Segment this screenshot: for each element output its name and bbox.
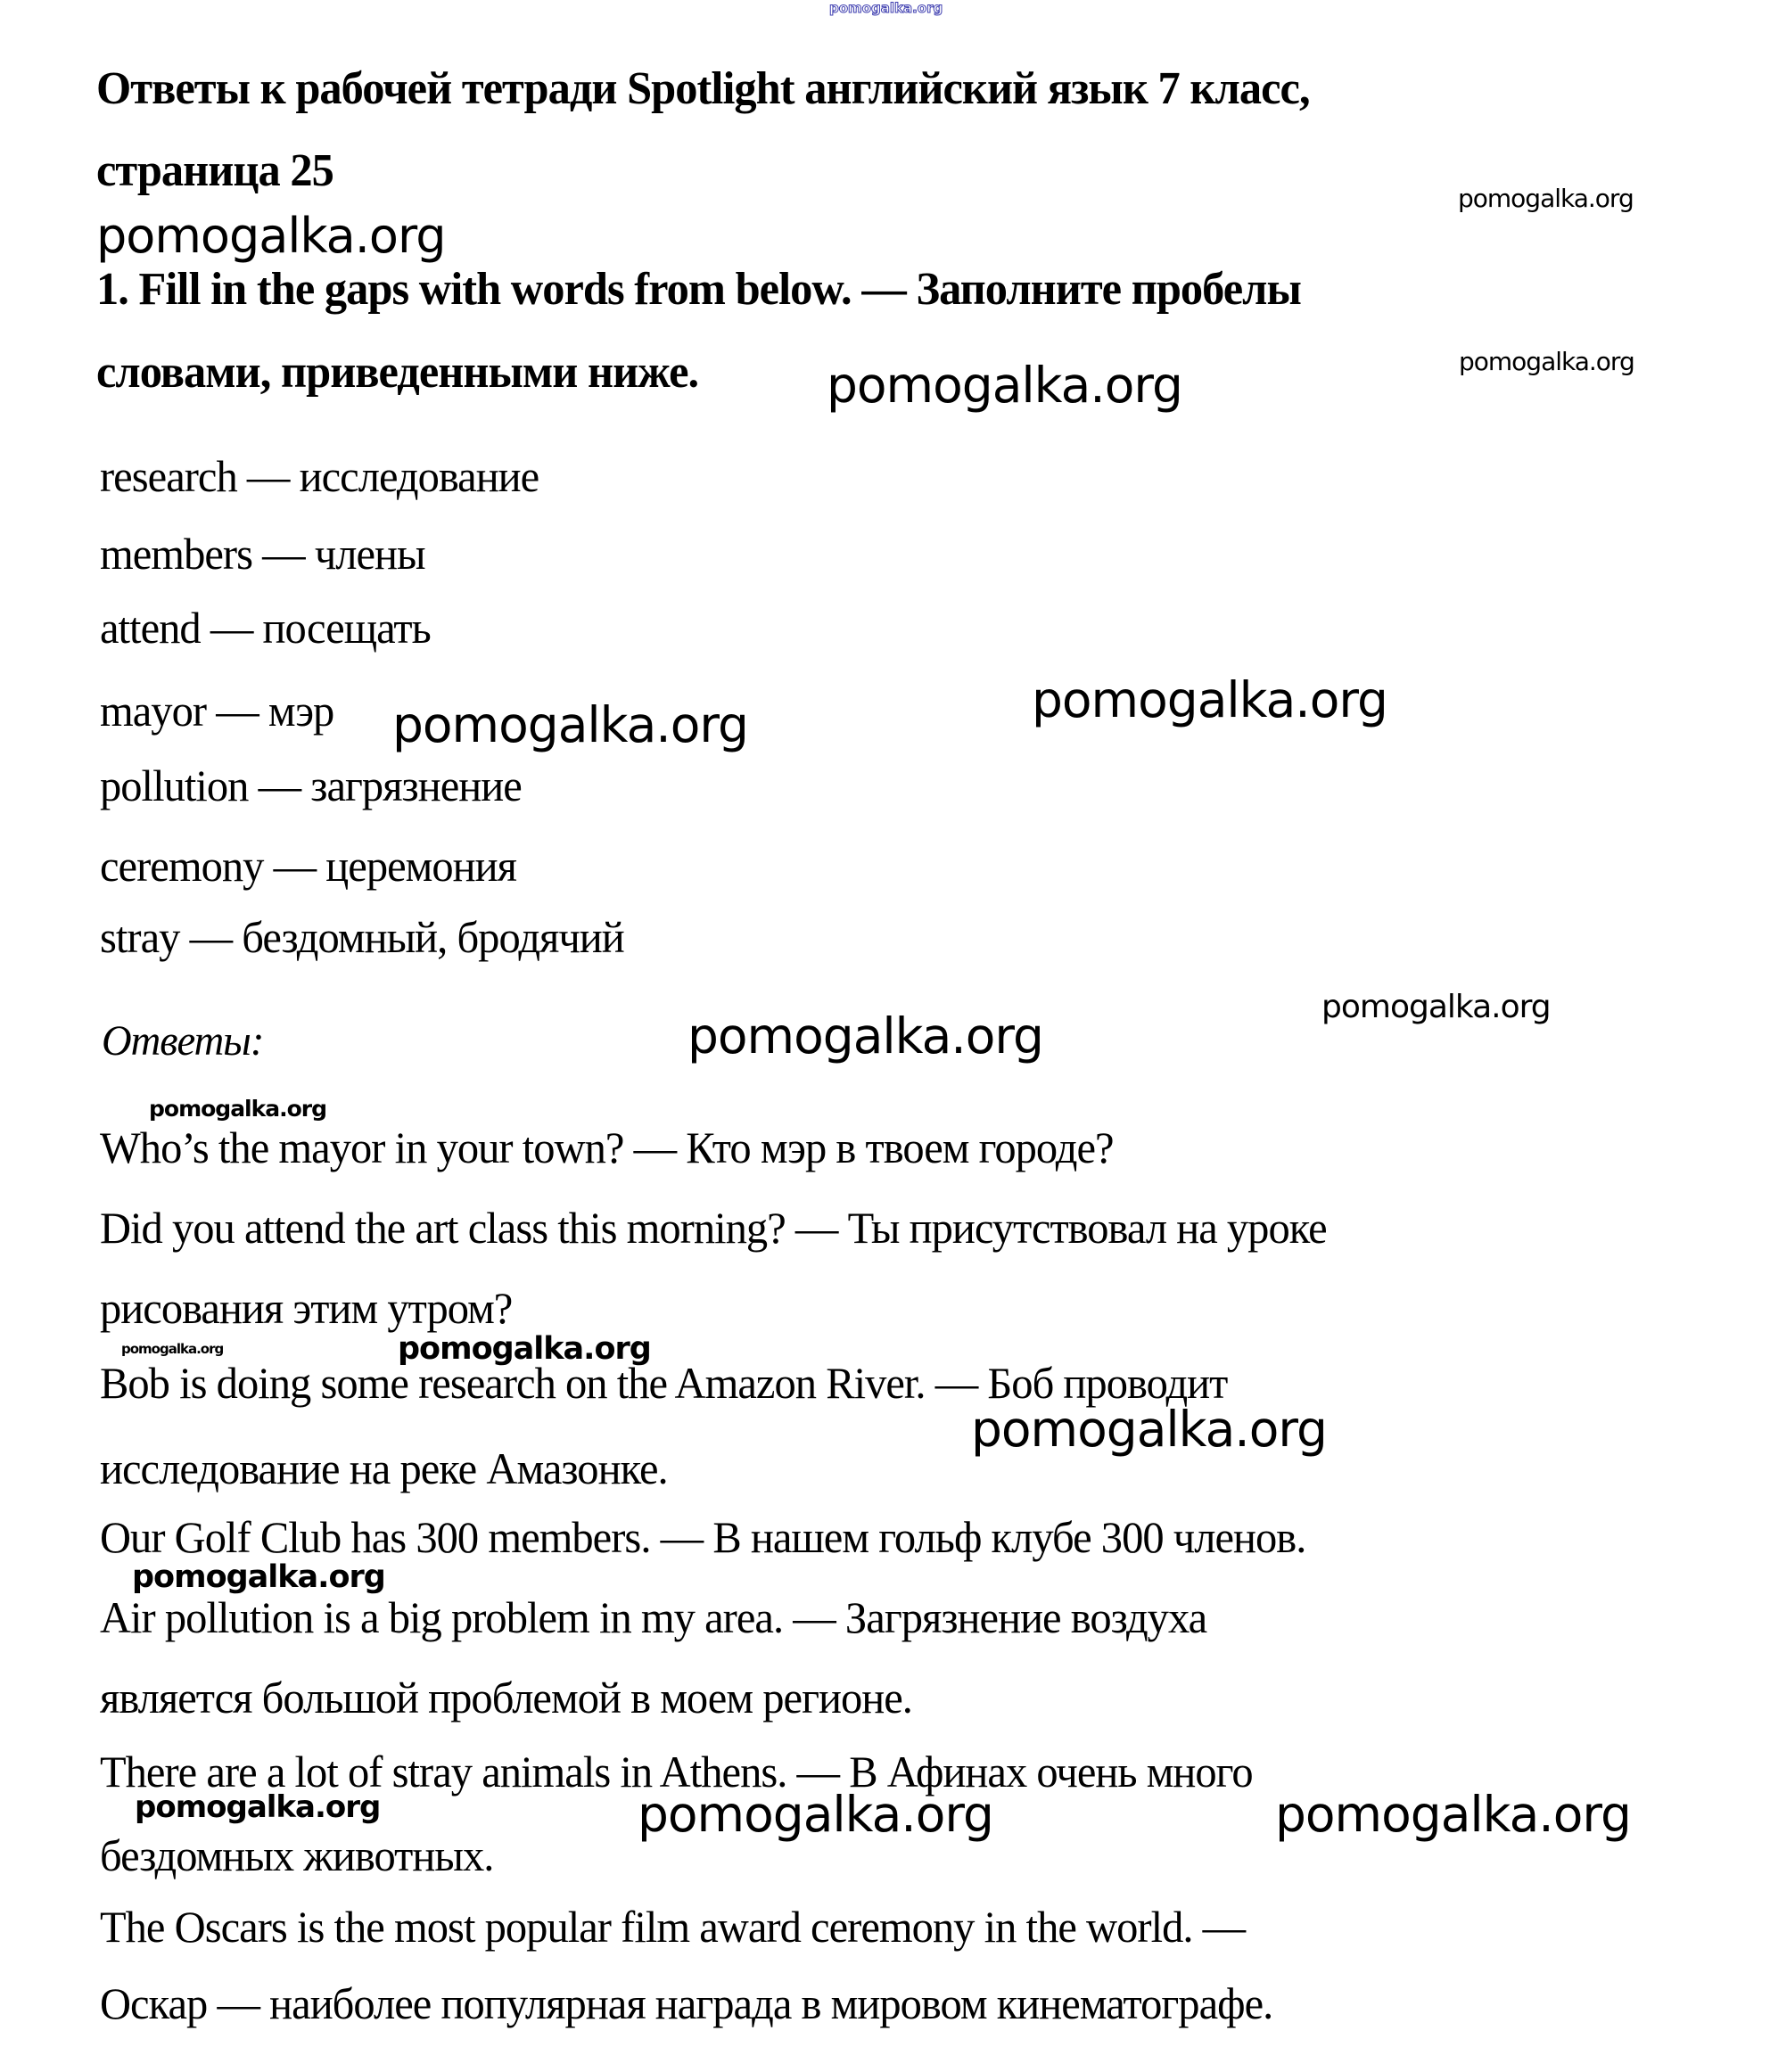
watermark-right-4: pomogalka.org bbox=[1275, 1786, 1631, 1843]
answer-line-6: Our Golf Club has 300 members. — В нашем гольф клубе 300 членов. bbox=[100, 1512, 1306, 1562]
vocab-item-ceremony: ceremony — церемония bbox=[100, 841, 516, 891]
watermark-center-right: pomogalka.org bbox=[1032, 671, 1387, 728]
watermark-after-mayor: pomogalka.org bbox=[392, 696, 748, 753]
watermark-small-1: pomogalka.org bbox=[149, 1096, 327, 1122]
answer-line-11: The Oscars is the most popular film award ceremony in the world. — bbox=[100, 1902, 1246, 1952]
watermark-right-2: pomogalka.org bbox=[1459, 347, 1634, 376]
answer-line-10: бездомных животных. bbox=[100, 1830, 494, 1880]
answer-line-9: There are a lot of stray animals in Athens. — В Афинах очень много bbox=[100, 1747, 1253, 1797]
answer-line-5: исследование на реке Амазонке. bbox=[100, 1443, 668, 1493]
answers-label: Ответы: bbox=[102, 1017, 264, 1065]
answer-line-8: является большой проблемой в моем регионе. bbox=[100, 1673, 912, 1723]
answer-line-3: рисования этим утром? bbox=[100, 1283, 513, 1333]
watermark-left-big: pomogalka.org bbox=[96, 208, 446, 264]
task-heading-line-1: 1. Fill in the gaps with words from below. — Заполните пробелы bbox=[96, 264, 1301, 315]
answer-line-7: Air pollution is a big problem in my area. — Загрязнение воздуха bbox=[100, 1592, 1207, 1642]
watermark-center-1: pomogalka.org bbox=[687, 1007, 1043, 1065]
vocab-item-stray: stray — бездомный, бродячий bbox=[100, 912, 624, 962]
watermark-top-blue: pomogalka.org bbox=[829, 0, 943, 16]
vocab-item-attend: attend — посещать bbox=[100, 603, 431, 653]
watermark-center-3: pomogalka.org bbox=[638, 1786, 993, 1843]
page-title-line-2: страница 25 bbox=[96, 145, 333, 196]
answer-line-4: Bob is doing some research on the Amazon River. — Боб проводит bbox=[100, 1358, 1228, 1408]
page-title-line-1: Ответы к рабочей тетради Spotlight английский язык 7 класс, bbox=[96, 63, 1310, 114]
task-heading-line-2: словами, приведенными ниже. bbox=[96, 347, 699, 398]
watermark-inline-1: pomogalka.org bbox=[827, 357, 1182, 414]
watermark-mid-3: pomogalka.org bbox=[135, 1789, 381, 1825]
vocab-item-research: research — исследование bbox=[100, 451, 539, 501]
answer-line-1: Who’s the mayor in your town? — Кто мэр в твоем городе? bbox=[100, 1122, 1114, 1172]
watermark-mid-2: pomogalka.org bbox=[132, 1559, 385, 1595]
watermark-right-1: pomogalka.org bbox=[1458, 184, 1634, 213]
watermark-mid-1: pomogalka.org bbox=[398, 1331, 651, 1367]
answer-line-2: Did you attend the art class this morning? — Ты присутствовал на уроке bbox=[100, 1203, 1327, 1253]
watermark-center-2: pomogalka.org bbox=[971, 1401, 1327, 1458]
watermark-tiny-1: pomogalka.org bbox=[121, 1341, 224, 1357]
vocab-item-mayor: mayor — мэр bbox=[100, 686, 334, 736]
watermark-right-3: pomogalka.org bbox=[1321, 989, 1551, 1025]
vocab-item-pollution: pollution — загрязнение bbox=[100, 761, 522, 810]
answer-line-12: Оскар — наиболее популярная награда в мировом кинематографе. bbox=[100, 1978, 1273, 2028]
vocab-item-members: members — члены bbox=[100, 529, 425, 579]
